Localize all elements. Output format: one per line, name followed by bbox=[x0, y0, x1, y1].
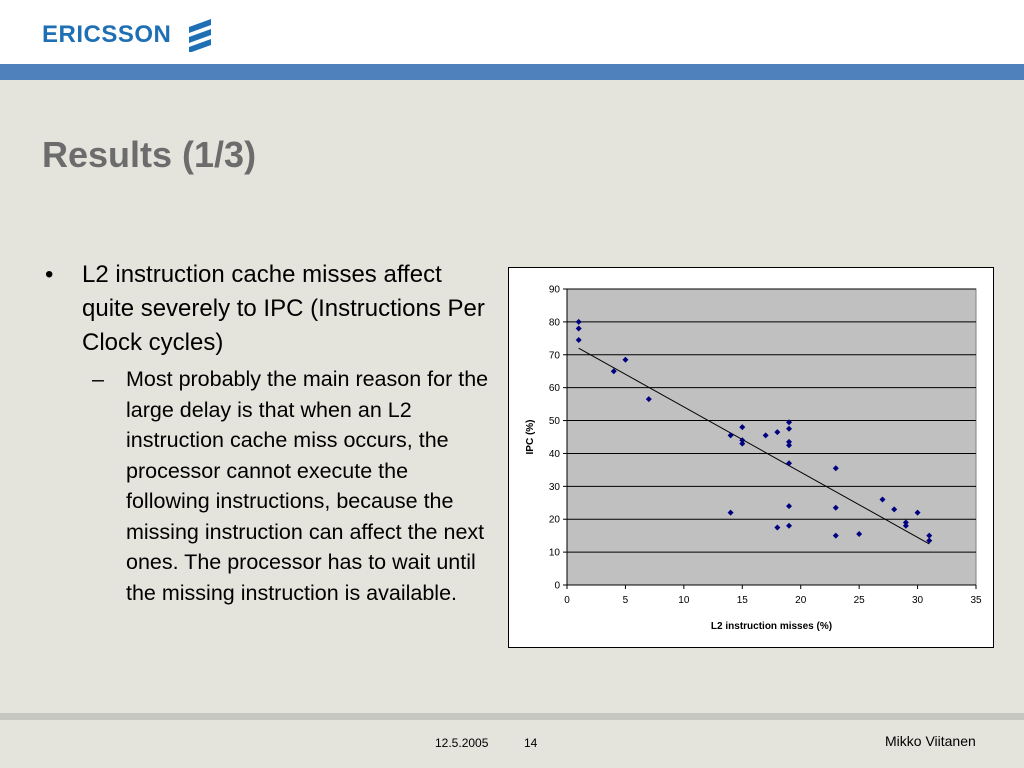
sub-bullet bbox=[42, 364, 497, 608]
sub-bullet-marker: – bbox=[92, 367, 104, 391]
footer-band bbox=[0, 713, 1024, 720]
y-tick-label-90: 90 bbox=[548, 284, 560, 296]
bullet-marker: • bbox=[45, 261, 54, 288]
x-tick-label-30: 30 bbox=[912, 595, 924, 606]
x-tick-label-20: 20 bbox=[795, 595, 807, 606]
page-number: 14 bbox=[524, 736, 538, 750]
ericsson-mark-icon bbox=[187, 18, 213, 52]
slide-title: Results (1/3) bbox=[42, 134, 257, 175]
main-bullet bbox=[42, 258, 497, 360]
x-tick-label-5: 5 bbox=[622, 595, 629, 606]
x-tick-label-10: 10 bbox=[678, 595, 690, 606]
sub-bullet-text: Most probably the main reason for the large delay is that when an L2 instruction cache miss occurs, the processor cannot execute the following instructions, because the missing instruction can affect the next ones. The processor has to wait until the missing instruction is available. bbox=[126, 367, 489, 605]
header-band bbox=[0, 64, 1024, 80]
y-tick-label-20: 20 bbox=[548, 514, 560, 526]
y-tick-label-80: 80 bbox=[548, 317, 560, 329]
y-tick-label-10: 10 bbox=[548, 547, 560, 559]
x-axis-label: L2 instruction misses (%) bbox=[710, 621, 833, 632]
footer-author: Mikko Viitanen bbox=[885, 733, 976, 749]
y-tick-label-40: 40 bbox=[548, 448, 560, 460]
y-tick-label-60: 60 bbox=[548, 383, 560, 395]
main-bullet-text: L2 instruction cache misses affect quite severely to IPC (Instructions Per Clock cycles) bbox=[82, 261, 485, 356]
y-tick-label-70: 70 bbox=[548, 350, 560, 362]
y-axis-label: IPC (%) bbox=[525, 419, 536, 455]
ericsson-logo bbox=[42, 18, 213, 52]
footer-date: 12.5.2005 bbox=[435, 736, 489, 750]
logo-text: ERICSSON bbox=[42, 21, 172, 48]
y-tick-label-30: 30 bbox=[548, 481, 560, 493]
plot-area bbox=[567, 289, 976, 585]
bullet-list bbox=[42, 258, 497, 608]
x-tick-label-0: 0 bbox=[564, 595, 570, 606]
x-tick-label-35: 35 bbox=[970, 595, 982, 606]
header-bar bbox=[0, 0, 1024, 64]
x-tick-label-25: 25 bbox=[853, 595, 865, 606]
chart-frame bbox=[508, 267, 994, 648]
x-tick-label-15: 15 bbox=[736, 595, 748, 606]
scatter-chart bbox=[509, 268, 993, 647]
y-tick-label-50: 50 bbox=[548, 416, 560, 428]
y-tick-label-0: 0 bbox=[554, 580, 560, 592]
